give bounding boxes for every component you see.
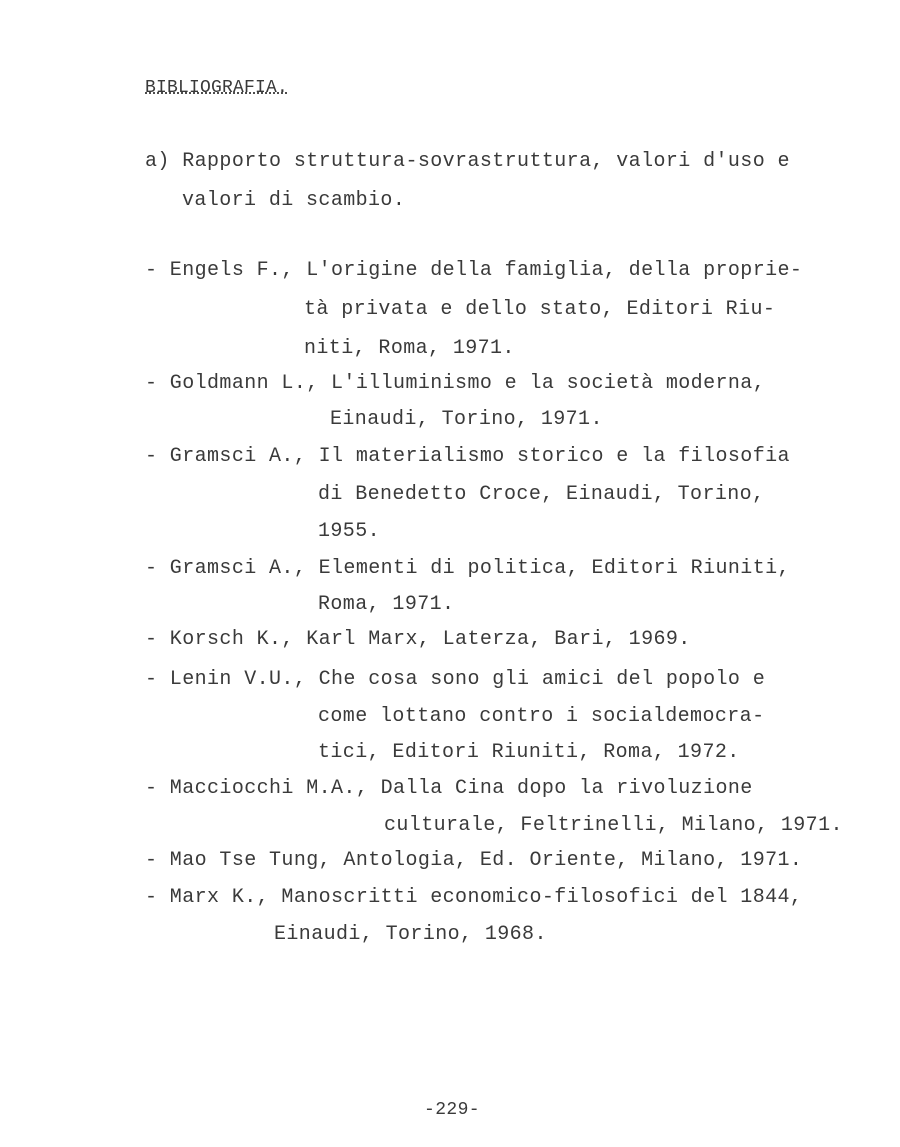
bibliography-entry-macciocchi: - Macciocchi M.A., Dalla Cina dopo la rivoluzione <box>145 777 753 800</box>
bibliography-entry-lenin-line-2: come lottano contro i socialdemocra- <box>318 705 765 728</box>
bibliography-entry-engels: - Engels F., L'origine della famiglia, della proprie- <box>145 259 803 282</box>
bibliography-entry-gramsci-politica-line-2: Roma, 1971. <box>318 593 455 616</box>
section-heading-continued: valori di scambio. <box>182 189 406 212</box>
bibliography-entry-goldmann-line-2: Einaudi, Torino, 1971. <box>330 408 603 431</box>
bibliography-entry-marx: - Marx K., Manoscritti economico-filosofici del 1844, <box>145 886 803 909</box>
bibliography-entry-engels-line-2: tà privata e dello stato, Editori Riu- <box>304 298 776 321</box>
bibliography-entry-korsch: - Korsch K., Karl Marx, Laterza, Bari, 1969. <box>145 628 691 651</box>
bibliography-entry-gramsci-materialismo-line-2: di Benedetto Croce, Einaudi, Torino, <box>318 483 765 506</box>
bibliography-entry-gramsci-materialismo-line-3: 1955. <box>318 520 381 543</box>
bibliography-entry-macciocchi-line-2: culturale, Feltrinelli, Milano, 1971. <box>384 814 843 837</box>
bibliography-entry-lenin: - Lenin V.U., Che cosa sono gli amici del popolo e <box>145 668 766 691</box>
page-title: BIBLIOGRAFIA. <box>145 78 289 98</box>
bibliography-entry-gramsci-materialismo: - Gramsci A., Il materialismo storico e la filosofia <box>145 445 790 468</box>
bibliography-entry-mao: - Mao Tse Tung, Antologia, Ed. Oriente, Milano, 1971. <box>145 849 803 872</box>
bibliography-entry-gramsci-politica: - Gramsci A., Elementi di politica, Editori Riuniti, <box>145 557 790 580</box>
bibliography-entry-engels-line-3: niti, Roma, 1971. <box>304 337 515 360</box>
section-heading: a) Rapporto struttura-sovrastruttura, valori d'uso e <box>145 150 790 173</box>
page-number: -229- <box>424 1100 481 1120</box>
bibliography-entry-goldmann: - Goldmann L., L'illuminismo e la società moderna, <box>145 372 766 395</box>
bibliography-entry-marx-line-2: Einaudi, Torino, 1968. <box>274 923 547 946</box>
bibliography-entry-lenin-line-3: tici, Editori Riuniti, Roma, 1972. <box>318 741 740 764</box>
